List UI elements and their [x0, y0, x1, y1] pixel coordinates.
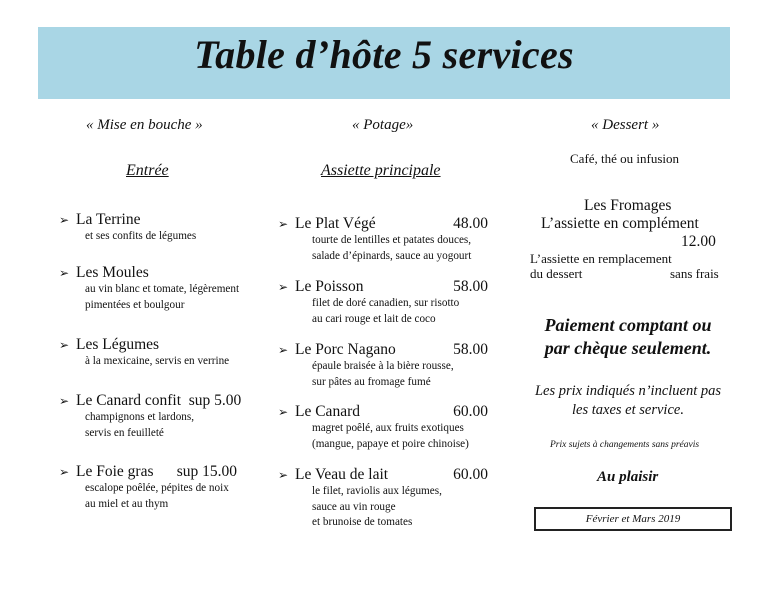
list-item [278, 466, 488, 531]
main-price: 58.00 [453, 278, 488, 295]
dessert-drinks: Café, thé ou infusion [570, 151, 680, 166]
main-desc: épaule braisée à la bière rousse, [312, 360, 454, 372]
taxes-line: Les prix indiqués n’incluent pas [534, 383, 722, 399]
dessert-complement-price: 12.00 [681, 233, 716, 250]
main-desc: sauce au vin rouge [312, 500, 396, 513]
entree-desc: pimentées et boulgour [85, 298, 185, 311]
payment-line: par chèque seulement. [544, 338, 712, 358]
entree-name: Le Foie gras sup 15.00 [76, 463, 238, 480]
entree-desc: à la mexicaine, servis en verrine [85, 355, 230, 367]
dessert-sans-frais: sans frais [670, 266, 719, 281]
taxes-line: les taxes et service. [572, 402, 684, 418]
entree-desc: escalope poêlée, pépites de noix [85, 482, 229, 494]
arrow-bullet-icon: ➢ [59, 213, 70, 227]
payment-note [528, 314, 728, 360]
date-label: Février et Mars 2019 [585, 513, 681, 525]
arrow-bullet-icon: ➢ [278, 405, 289, 419]
list-item [278, 341, 488, 390]
main-desc: magret poêlé, aux fruits exotiques [312, 422, 464, 434]
list-item [59, 336, 229, 370]
arrow-bullet-icon: ➢ [278, 217, 289, 231]
course-dessert: « Dessert » [591, 117, 660, 133]
main-desc: salade d’épinards, sauce au yogourt [312, 249, 472, 262]
list-item [278, 403, 488, 452]
entree-name: Le Canard confit sup 5.00 [76, 392, 242, 409]
main-name: Le Plat Végé [295, 215, 376, 232]
entree-name: La Terrine [76, 211, 141, 228]
main-desc: le filet, raviolis aux légumes, [312, 485, 442, 497]
date-box [534, 507, 732, 531]
main-desc: filet de doré canadien, sur risotto [312, 297, 460, 309]
course-potage: « Potage» [352, 117, 414, 133]
main-desc: sur pâtes au fromage fumé [312, 375, 431, 388]
arrow-bullet-icon: ➢ [278, 343, 289, 357]
list-item [278, 278, 488, 327]
main-desc: (mangue, papaye et poire chinoise) [312, 437, 469, 450]
main-name: Le Porc Nagano [295, 341, 396, 358]
arrow-bullet-icon: ➢ [59, 338, 70, 352]
entree-desc: au vin blanc et tomate, légèrement [85, 283, 240, 295]
main-name: Le Poisson [295, 278, 364, 295]
main-price: 48.00 [453, 215, 488, 232]
entree-desc: et ses confits de légumes [85, 230, 197, 242]
course-mise-en-bouche: « Mise en bouche » [86, 117, 203, 133]
arrow-bullet-icon: ➢ [278, 468, 289, 482]
main-desc: et brunoise de tomates [312, 516, 413, 528]
dessert-complement: L’assiette en complément [541, 215, 699, 232]
price-change-notice: Prix sujets à changements sans préavis [550, 440, 700, 450]
main-price: 60.00 [453, 466, 488, 483]
main-name: Le Veau de lait [295, 466, 389, 483]
page-title: Table d’hôte 5 services [194, 32, 574, 77]
list-item [59, 211, 196, 245]
list-item [278, 215, 488, 264]
main-desc: au cari rouge et lait de coco [312, 312, 436, 325]
main-price: 58.00 [453, 341, 488, 358]
main-desc: tourte de lentilles et patates douces, [312, 234, 472, 246]
section-assiette-principale: Assiette principale [321, 162, 441, 179]
arrow-bullet-icon: ➢ [59, 465, 70, 479]
entree-desc: au miel et au thym [85, 497, 169, 510]
taxes-note [518, 382, 738, 420]
dessert-fromages: Les Fromages [584, 197, 672, 214]
payment-line: Paiement comptant ou [544, 315, 712, 335]
entree-desc: champignons et lardons, [85, 411, 195, 423]
arrow-bullet-icon: ➢ [59, 394, 70, 408]
list-item [59, 264, 239, 313]
main-name: Le Canard [295, 403, 360, 420]
list-item [59, 463, 237, 512]
dessert-du-dessert: du dessert [530, 266, 583, 281]
arrow-bullet-icon: ➢ [278, 280, 289, 294]
main-price: 60.00 [453, 403, 488, 420]
arrow-bullet-icon: ➢ [59, 266, 70, 280]
list-item [59, 392, 241, 441]
entree-desc: servis en feuilleté [85, 426, 164, 439]
section-entree: Entrée [126, 162, 169, 179]
au-plaisir: Au plaisir [597, 469, 659, 485]
dessert-remplacement: L’assiette en remplacement [530, 251, 672, 266]
entree-name: Les Moules [76, 264, 149, 281]
entree-name: Les Légumes [76, 336, 160, 353]
